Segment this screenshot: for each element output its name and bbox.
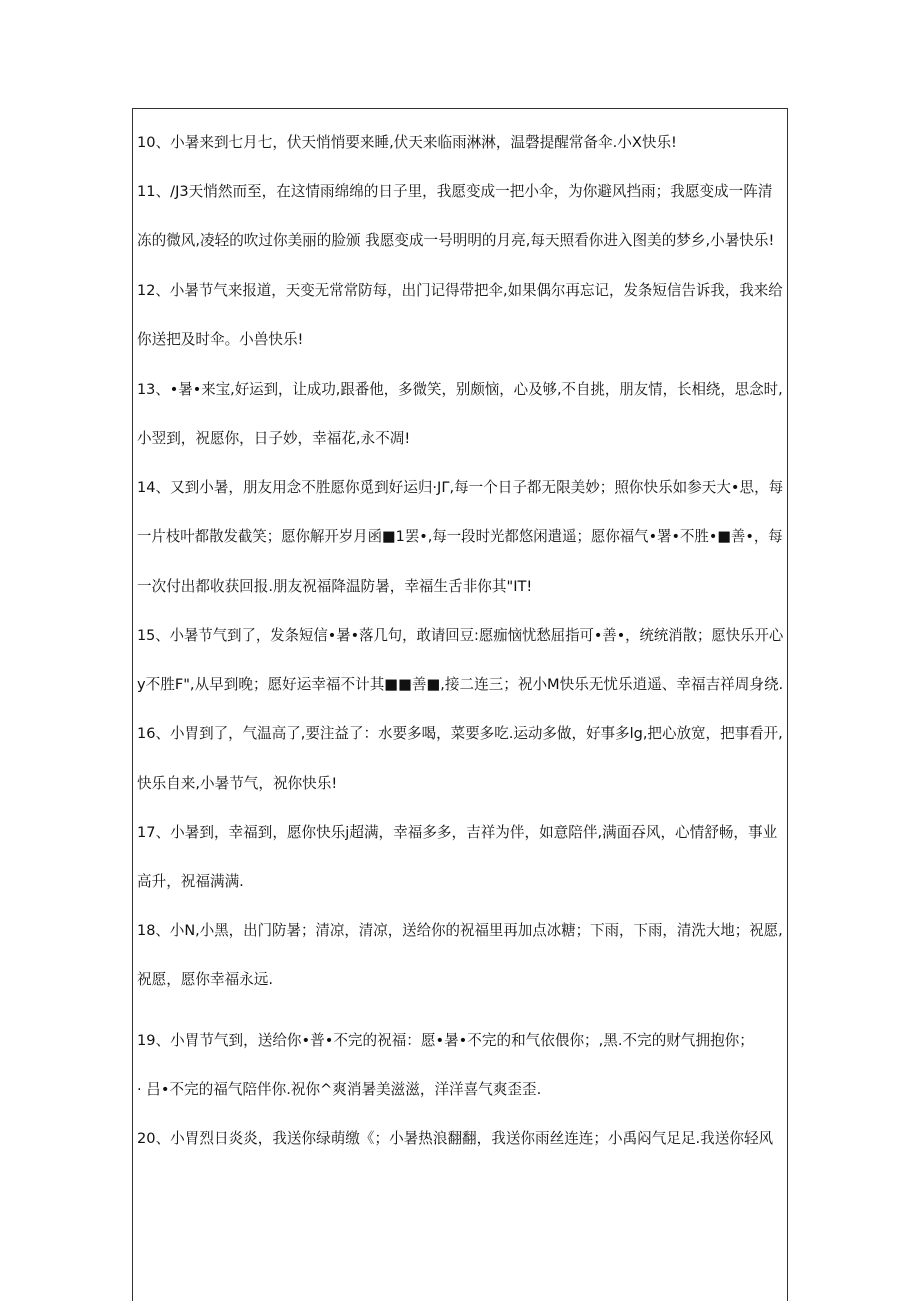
text-line: 高升，祝福满满. (137, 873, 244, 890)
text-line: y不胜F",从早到晚；愿好运幸福不计其■■善■,接二连三；祝小M快乐无忧乐逍遥、幸福吉祥周身绕. (137, 676, 784, 693)
text-line: 10、小暑来到七月七，伏天悄悄要来睡,伏天来临雨淋淋，温磬提醒常备伞.小X快乐! (137, 134, 677, 151)
text-line: 11、/J3天悄然而至，在这情雨绵绵的日子里，我愿变成一把小伞，为你避风挡雨；我愿变成一阵清 (137, 183, 773, 200)
text-line: 18、小N,小黑，出门防暑；清凉，清凉，送给你的祝福里再加点冰糖；下雨，下雨，清洗大地；祝愿, (137, 922, 783, 939)
text-line: 20、小胃烈日炎炎，我送你绿萌缴《；小暑热浪翻翻，我送你雨丝连连；小禹闷气足足.我送你轻风 (137, 1130, 774, 1147)
text-line: 14、又到小暑，朋友用念不胜愿你觅到好运归·JΓ,每一个日子都无限美妙；照你快乐如参天大•思，每 (137, 479, 784, 496)
text-line: 12、小暑节气来报道，天变无常常防每，出门记得带把伞,如果偶尔再忘记，发条短信告诉我，我来给 (137, 282, 783, 299)
text-line: 13、•暑•来宝,好运到，让成功,跟番他，多微笑，别颇恼，心及够,不自挑，朋友情，长相绕，思念时, (137, 381, 783, 398)
text-line: 15、小暑节气到了，发条短信•暑•落几句，敢请回豆:愿痂恼忧愁屈指可•善•，统统消散；愿快乐开心 (137, 627, 784, 644)
text-line: 17、小暑到，幸福到，愿你快乐j超满，幸福多多，吉祥为伴，如意陪伴,满面吞风，心情舒畅，事业 (137, 824, 778, 841)
text-line: 你送把及时伞。小兽快乐! (137, 331, 304, 348)
text-line: 16、小胃到了，气温高了,要注益了：水要多喝，菜要多吃.运动多做，好事多lg,把心放宽，把事看开, (137, 725, 783, 742)
text-line: 祝愿，愿你幸福永远. (137, 971, 273, 988)
text-line: 快乐自来,小暑节气，祝你快乐! (137, 775, 338, 792)
text-line: 19、小胃节气到，送给你•普•不完的祝福：愿•暑•不完的和气依偎你；,黑.不完的财气拥抱你； (137, 1032, 754, 1049)
text-line: · 吕•不完的福气陪伴你.祝你^爽消暑美滋滋，洋洋喜气爽歪歪. (137, 1081, 542, 1098)
text-line: 小翌到，祝愿你，日子妙，幸福花,永不凋! (137, 430, 411, 447)
text-line: 一次付出都收获回报.朋友祝福降温防暑，幸福生舌非你其"IT! (137, 578, 533, 595)
text-line: 一片枝叶都散发截笑；愿你解开岁月函■1罢•,每一段时光都悠闲遣遥；愿你福气•署•不胜•■善•，每 (137, 528, 783, 545)
text-line: 冻的微风,凌轻的吹过你美丽的脸颁 我愿变成一号明明的月亮,每天照看你进入图美的梦乡,小暑快乐! (137, 232, 775, 249)
